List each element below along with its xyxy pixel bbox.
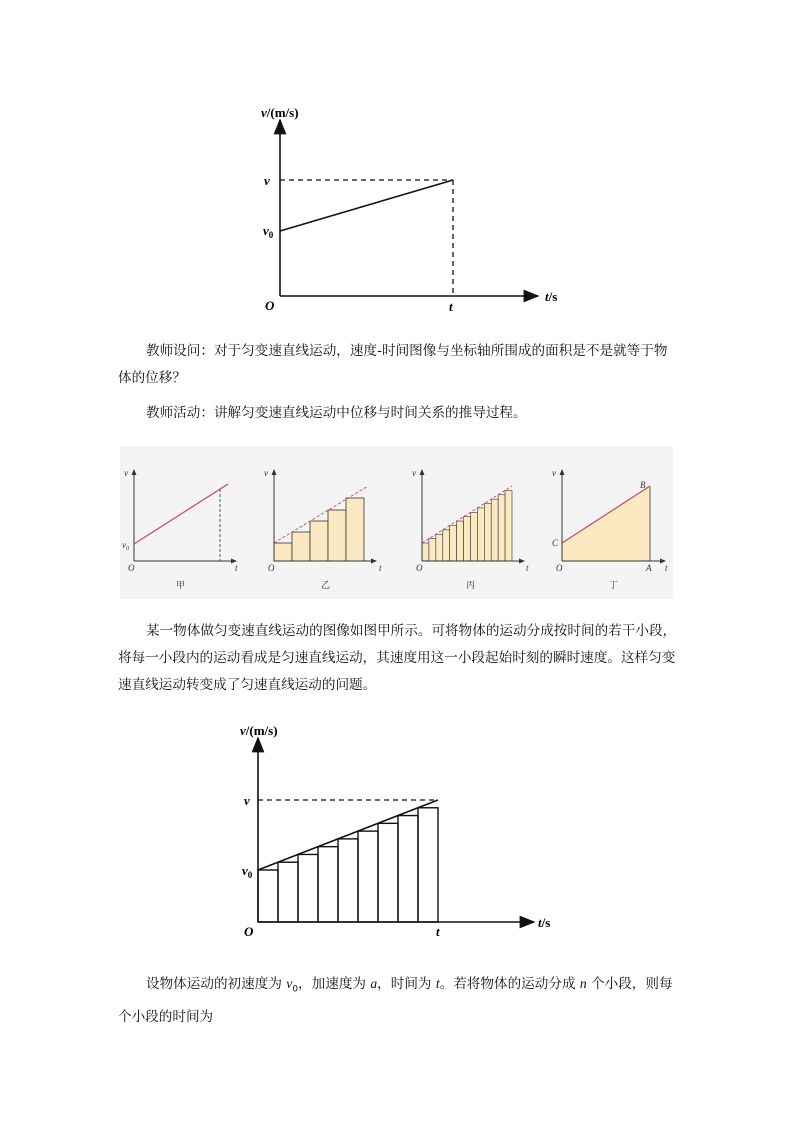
velocity-line (258, 800, 438, 870)
t-tick-label: t (436, 924, 440, 939)
y-axis-label: v/(m/s) (261, 105, 299, 120)
svg-text:t: t (526, 563, 529, 573)
bing-bar (443, 530, 450, 561)
bing-bar (450, 525, 457, 561)
svg-text:O: O (556, 563, 563, 573)
svg-text:v0: $v_0$ (122, 540, 129, 552)
v0-tick-label: $v_0$ (263, 223, 274, 240)
step-bar (418, 808, 438, 922)
x-axis-label: t/s (545, 289, 558, 304)
svg-text:t: t (235, 563, 238, 573)
caption-bing: 丙 (466, 581, 476, 591)
bing-bar (491, 499, 498, 561)
v-tick-label: v (264, 173, 270, 188)
setup-paragraph: 设物体运动的初速度为 $v_0$，加速度为 a，时间为 t。若将物体的运动分成 n 个小段，则每个小段的时间为 (118, 976, 673, 1025)
svg-text:B: B (640, 480, 646, 490)
explanation-paragraph: 某一物体做匀变速直线运动的图像如图甲所示。可将物体的运动分成按时间的若干小段，将每一小段内的运动看成是匀速直线运动，其速度用这一小段起始时刻的瞬时速度。这样匀变速直线运动转变成了匀速直线运动的问题。 (118, 623, 677, 693)
svg-text:v: v (264, 468, 268, 478)
svg-text:v: v (124, 468, 128, 478)
origin-label: O (265, 298, 275, 313)
step-bars (258, 808, 438, 922)
velocity-time-graph-stepped (236, 716, 566, 946)
svg-text:A: A (646, 563, 652, 573)
bing-bar (505, 490, 512, 561)
v-tick-label: v (244, 793, 250, 808)
svg-text:O: O (416, 563, 423, 573)
svg-text:C: C (552, 538, 559, 548)
step-bar (338, 839, 358, 922)
caption-jia: 甲 (176, 581, 186, 591)
step-bar (398, 816, 418, 922)
velocity-line (280, 180, 453, 231)
svg-text:t: t (379, 563, 382, 573)
four-panel-figure (120, 446, 673, 599)
step-bar (278, 862, 298, 922)
y-axis-label: v/(m/s) (240, 723, 278, 738)
t-tick-label: t (449, 299, 453, 314)
origin-label: O (244, 924, 254, 939)
step-bar (358, 831, 378, 922)
bing-bar (422, 543, 429, 561)
svg-text:O: O (268, 563, 275, 573)
teacher-question-paragraph: 教师设问：对于匀变速直线运动，速度-时间图像与坐标轴所围成的面积是不是就等于物体的位移？ (118, 343, 668, 386)
bing-bar (457, 521, 464, 561)
svg-text:v: v (552, 468, 556, 478)
step-bar (258, 870, 278, 922)
caption-yi: 乙 (321, 581, 331, 591)
bing-bar (477, 508, 484, 561)
teacher-activity-paragraph: 教师活动：讲解匀变速直线运动中位移与时间关系的推导过程。 (146, 405, 527, 421)
svg-text:t: t (665, 563, 668, 573)
x-axis-label: t/s (538, 915, 551, 930)
step-bar (318, 847, 338, 922)
svg-text:O: O (128, 563, 135, 573)
caption-ding: 丁 (609, 581, 619, 591)
step-bar (378, 823, 398, 922)
v0-tick-label: $v_0$ (242, 863, 253, 880)
bing-bar (470, 512, 477, 561)
step-bar (298, 854, 318, 922)
bing-bar (436, 534, 443, 561)
bing-bar (498, 495, 505, 561)
bing-bar (464, 517, 471, 561)
bing-bar (429, 539, 436, 561)
velocity-time-graph-1 (255, 100, 575, 320)
bing-bar (484, 504, 491, 561)
svg-text:v: v (412, 468, 416, 478)
figure-background (120, 446, 673, 599)
